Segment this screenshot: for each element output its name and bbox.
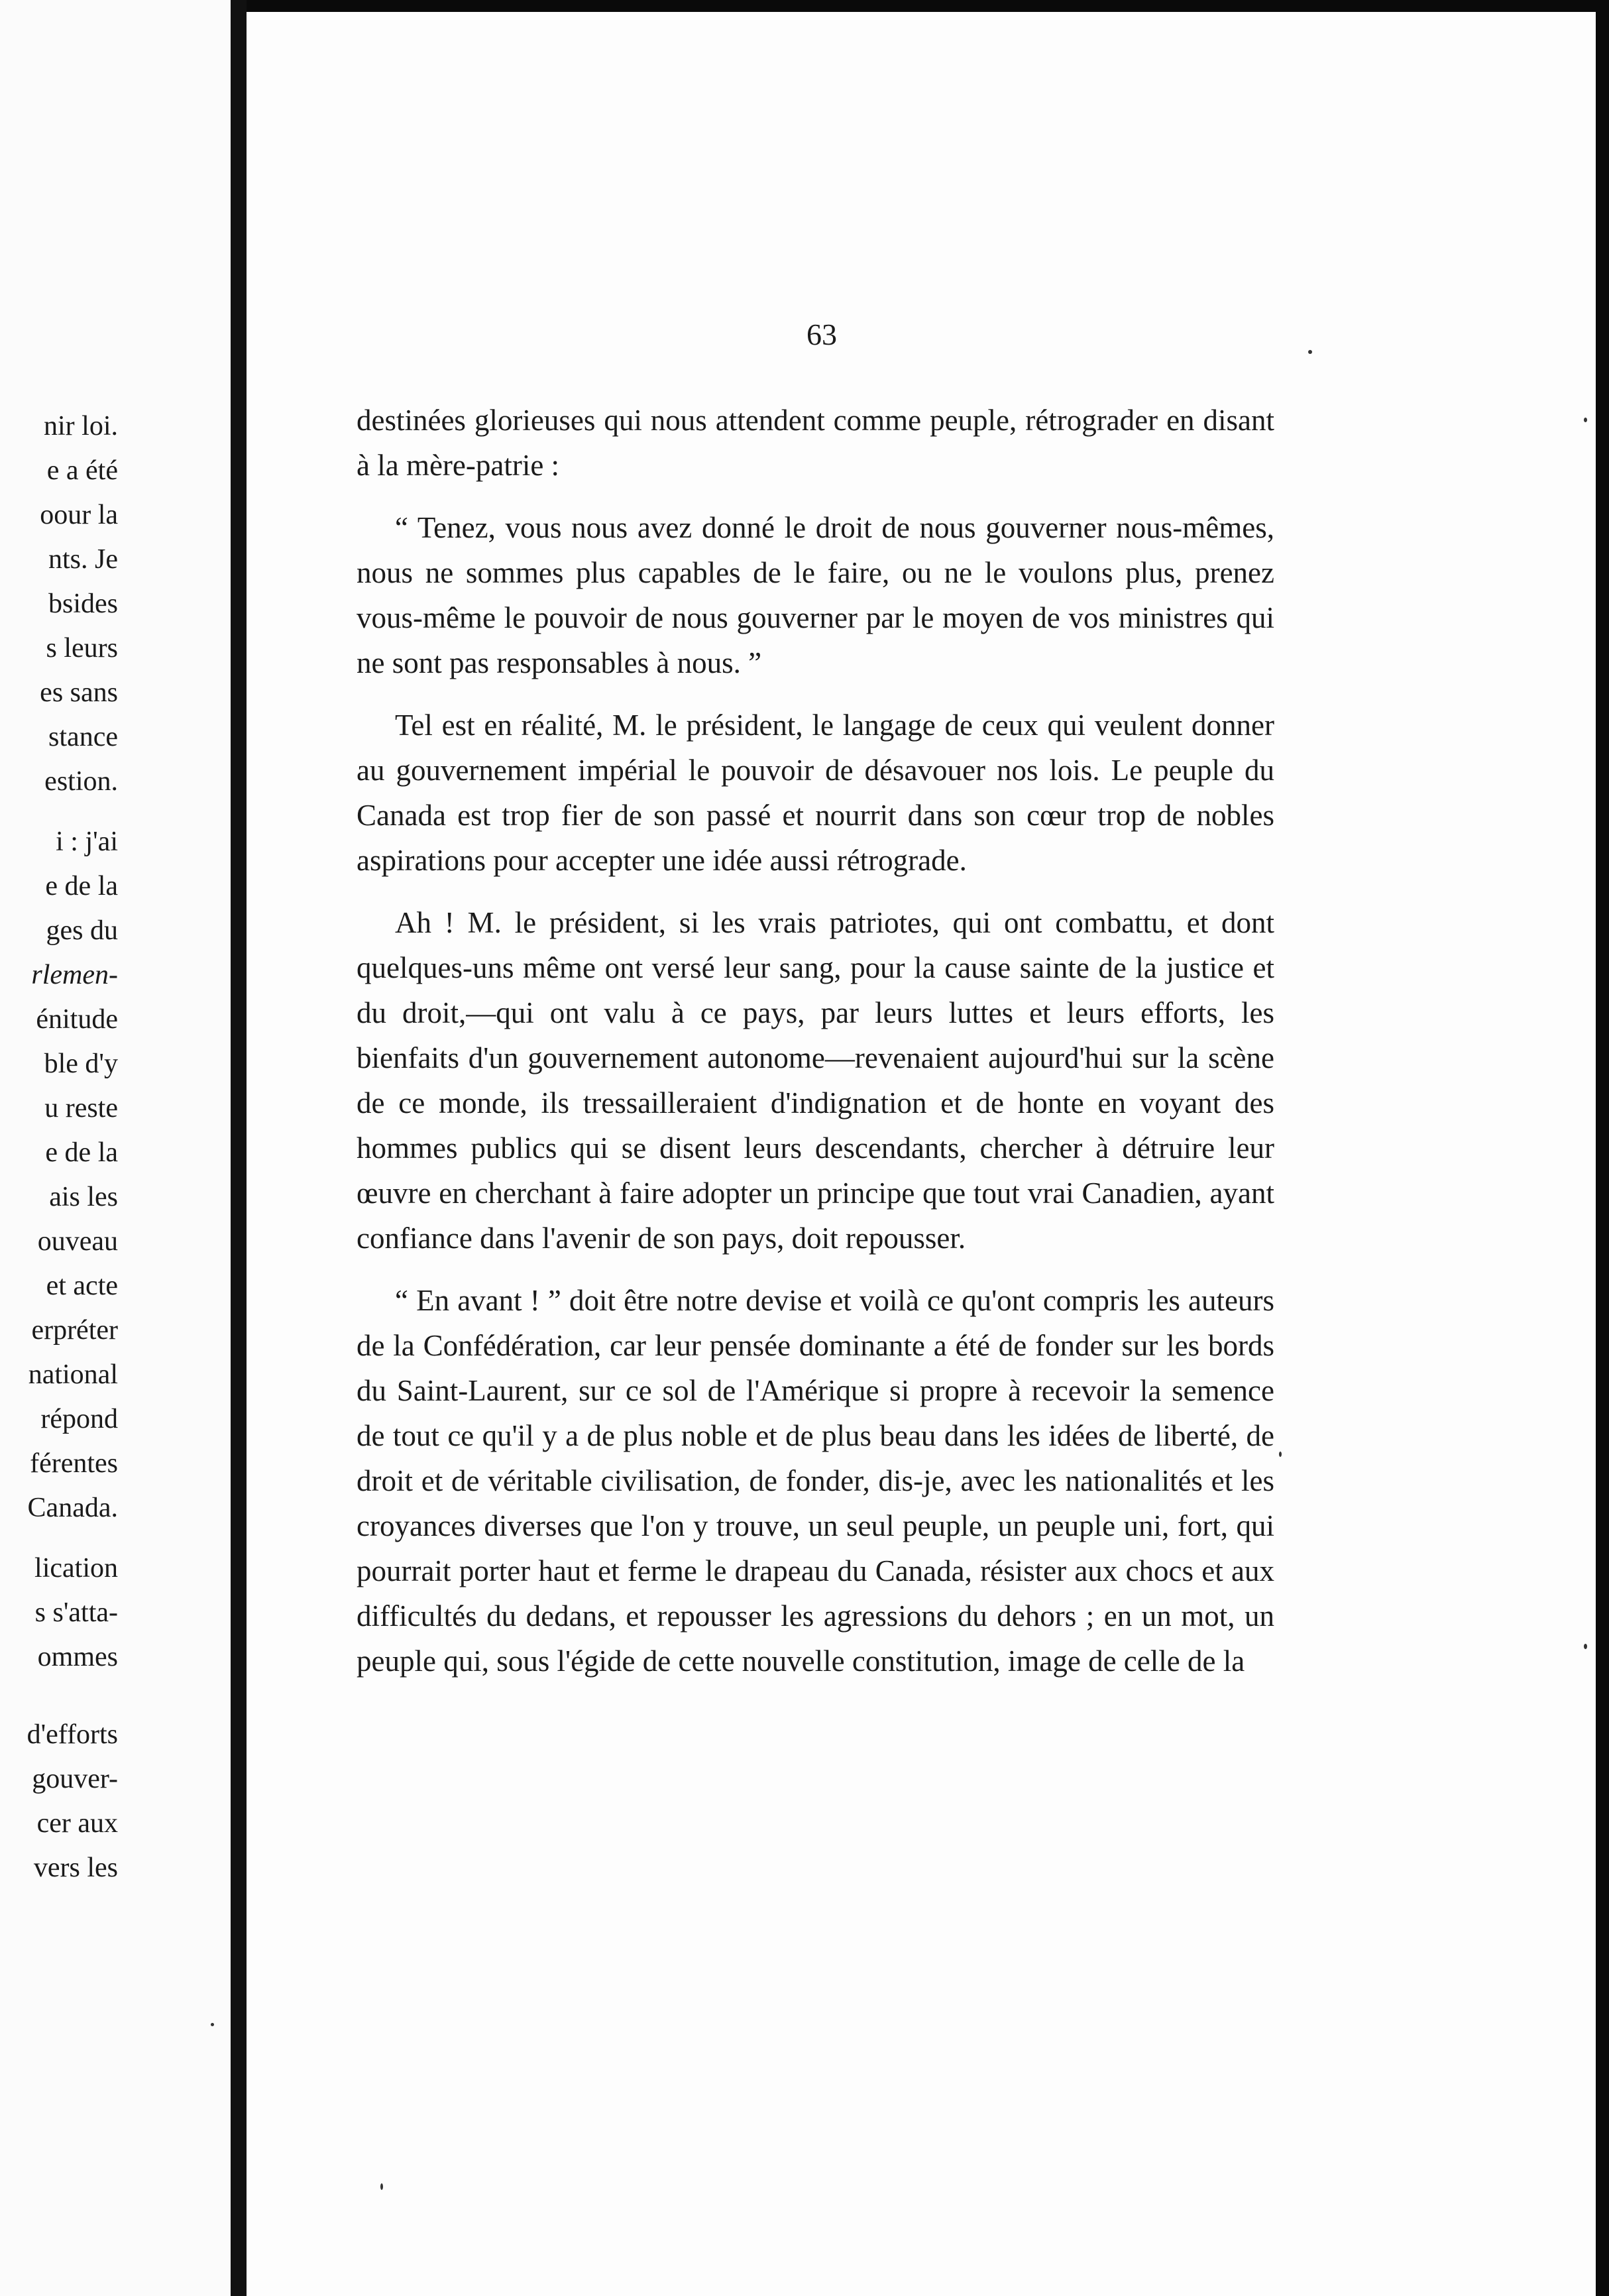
paragraph: Ah ! M. le président, si les vrais patriotes, qui ont combattu, et dont quelques-uns même ont versé leur sang, pour la cause sainte de la justice et du droit,—qui ont valu à ce pays, par leurs luttes et leurs efforts, les bienfaits d'un gouvernement autonome—revenaient aujourd'hui sur la scène de ce monde, ils tressailleraient d'indignation et de honte en voyant des hommes publics qui se disent leurs descendants, chercher à détruire leur œuvre en cherchant à faire adopter un principe que tout vrai Canadien, ayant confiance dans l'avenir de son pays, doit repousser. (357, 906, 1274, 1255)
scan-speck (1584, 1644, 1587, 1649)
fragment-line: estion. (44, 766, 118, 797)
left-page (0, 0, 231, 2296)
fragment-line: stance (48, 722, 118, 752)
paragraph: “ En avant ! ” doit être notre devise et voilà ce qu'ont compris les auteurs de la Confédération, car leur pensée dominante a été de fonder sur les bords du Saint-Laurent, sur ce sol de l'Amérique si propre à recevoir la semence de tout ce qu'il y a de plus noble et de plus beau dans les idées de liberté, de droit et de véritable civilisation, de fonder, dis-je, avec les nationalités et les croyances diverses que l'on y trouve, un seul peuple, un peuple uni, fort, qui pourrait porter haut et ferme le drapeau du Canada, résister aux chocs et aux difficultés du dedans, et repousser les agressions du dehors ; en un mot, un peuple qui, sous l'égide de cette nouvelle constitution, image de celle de la (357, 1284, 1274, 1678)
fragment-line: ommes (37, 1642, 118, 1672)
fragment-line: férentes (30, 1448, 118, 1479)
fragment-line: ouveau (37, 1226, 118, 1257)
fragment-line: e de la (45, 1137, 118, 1168)
scan-speck (1308, 350, 1312, 354)
fragment-line: national (28, 1359, 118, 1390)
fragment-line: bsides (48, 589, 118, 619)
left-page-text-fragment (0, 404, 118, 1890)
fragment-line: rlemen- (31, 960, 118, 990)
fragment-line: nir loi. (44, 411, 118, 441)
fragment-line: et acte (46, 1271, 118, 1301)
fragment-line: nts. Je (48, 544, 118, 575)
scan-speck (1279, 1452, 1282, 1457)
scan-speck (211, 2023, 214, 2026)
fragment-line: vers les (33, 1853, 118, 1883)
fragment-line: e de la (45, 871, 118, 901)
scan-top-border (247, 0, 1609, 12)
fragment-line: d'efforts (27, 1719, 118, 1750)
fragment-line: es sans (40, 677, 118, 708)
scan-speck (380, 2183, 383, 2190)
fragment-line: u reste (44, 1093, 118, 1123)
page-body-text (357, 398, 1274, 1684)
fragment-line: ges du (46, 915, 118, 946)
page-number: 63 (806, 317, 837, 351)
paragraph: “ Tenez, vous nous avez donné le droit de nous gouverner nous-mêmes, nous ne sommes plus capables de le faire, ou ne le voulons plus, prenez vous-même le pouvoir de nous gouverner par le moyen de vos ministres qui ne sont pas responsables à nous. ” (357, 511, 1274, 679)
book-gutter (231, 0, 247, 2296)
fragment-line: i : j'ai (56, 827, 118, 857)
fragment-line: répond (40, 1404, 118, 1434)
fragment-line: cer aux (36, 1808, 118, 1839)
scan-right-border (1596, 12, 1609, 2296)
fragment-gap (0, 804, 118, 820)
fragment-line: lication (34, 1553, 118, 1583)
scan-speck (1584, 418, 1587, 422)
fragment-line: Canada. (27, 1493, 118, 1523)
fragment-line: s s'atta- (34, 1597, 118, 1628)
fragment-line: e a été (46, 455, 118, 486)
paragraph: Tel est en réalité, M. le président, le langage de ceux qui veulent donner au gouvernement impérial le pouvoir de désavouer nos lois. Le peuple du Canada est trop fier de son passé et nourrit dans son cœur trop de nobles aspirations pour accepter une idée aussi rétrograde. (357, 709, 1274, 877)
fragment-line: ais les (49, 1182, 118, 1212)
fragment-gap (0, 1530, 118, 1546)
fragment-gap (0, 1680, 118, 1713)
paragraph: destinées glorieuses qui nous attendent comme peuple, rétrograder en disant à la mère-patrie : (357, 404, 1274, 482)
fragment-line: s leurs (46, 633, 118, 663)
fragment-line: énitude (36, 1004, 118, 1035)
fragment-line: gouver- (32, 1764, 118, 1794)
fragment-line: erpréter (31, 1315, 118, 1346)
fragment-line: ble d'y (44, 1049, 118, 1079)
fragment-line: oour la (40, 500, 118, 530)
